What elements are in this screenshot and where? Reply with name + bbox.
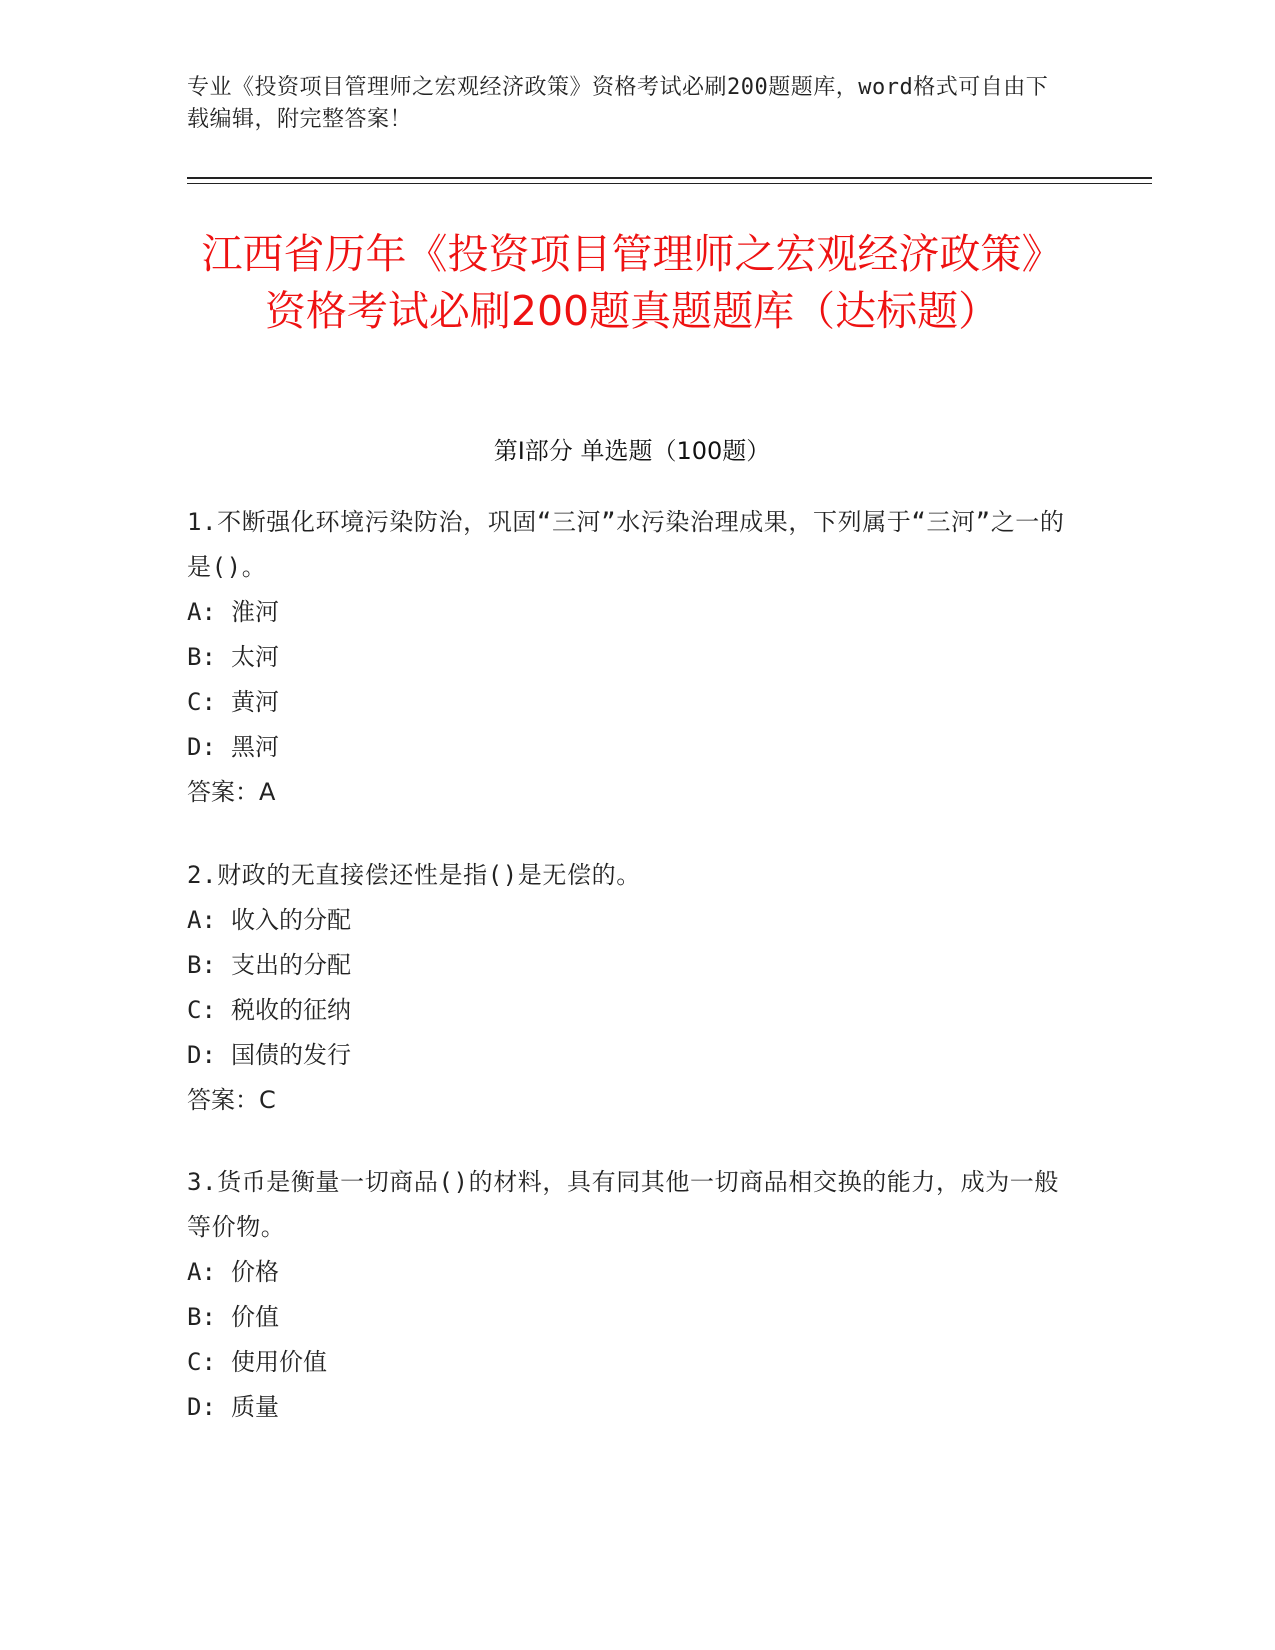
question-stem: 2.财政的无直接偿还性是指()是无偿的。 bbox=[187, 861, 641, 889]
option-text: 税收的征纳 bbox=[231, 996, 351, 1024]
answer-label: 答案： bbox=[187, 778, 259, 806]
answer-label: 答案： bbox=[187, 1086, 259, 1114]
section-heading: 第I部分 单选题（100题） bbox=[493, 437, 771, 465]
option-letter: A: bbox=[187, 598, 216, 626]
option-d bbox=[187, 1385, 1067, 1430]
header-divider-thin bbox=[187, 183, 1152, 184]
option-letter: B: bbox=[187, 951, 216, 979]
option-a bbox=[187, 590, 1067, 635]
header-note: 专业《投资项目管理师之宏观经济政策》资格考试必刷200题题库，word格式可自由下载编辑，附完整答案！ bbox=[187, 75, 1049, 132]
option-letter: A: bbox=[187, 1258, 216, 1286]
question-3 bbox=[187, 1160, 1067, 1430]
question-2 bbox=[187, 853, 1067, 1123]
option-letter: D: bbox=[187, 733, 216, 761]
option-letter: D: bbox=[187, 1041, 216, 1069]
question-stem: 1.不断强化环境污染防治，巩固“三河”水污染治理成果，下列属于“三河”之一的是()。 bbox=[187, 508, 1065, 581]
option-text: 黄河 bbox=[231, 688, 279, 716]
option-a bbox=[187, 1250, 1067, 1295]
option-letter: B: bbox=[187, 1303, 216, 1331]
question-1 bbox=[187, 500, 1067, 815]
option-a bbox=[187, 898, 1067, 943]
option-text: 收入的分配 bbox=[231, 906, 351, 934]
option-letter: A: bbox=[187, 906, 216, 934]
option-text: 淮河 bbox=[231, 598, 279, 626]
header-divider-thick bbox=[187, 177, 1152, 179]
option-b bbox=[187, 1295, 1067, 1340]
option-letter: D: bbox=[187, 1393, 216, 1421]
option-c bbox=[187, 988, 1067, 1033]
answer-line bbox=[187, 1078, 1067, 1123]
option-text: 价格 bbox=[231, 1258, 279, 1286]
option-b bbox=[187, 635, 1067, 680]
option-text: 支出的分配 bbox=[231, 951, 351, 979]
question-stem: 3.货币是衡量一切商品()的材料，具有同其他一切商品相交换的能力，成为一般等价物。 bbox=[187, 1168, 1059, 1241]
option-c bbox=[187, 680, 1067, 725]
option-letter: C: bbox=[187, 1348, 216, 1376]
option-c bbox=[187, 1340, 1067, 1385]
option-letter: C: bbox=[187, 996, 216, 1024]
option-text: 使用价值 bbox=[231, 1348, 327, 1376]
option-b bbox=[187, 943, 1067, 988]
answer-line bbox=[187, 770, 1067, 815]
answer-value: A bbox=[259, 778, 276, 806]
option-letter: C: bbox=[187, 688, 216, 716]
option-text: 国债的发行 bbox=[231, 1041, 351, 1069]
answer-value: C bbox=[259, 1086, 276, 1114]
option-text: 黑河 bbox=[231, 733, 279, 761]
option-letter: B: bbox=[187, 643, 216, 671]
option-text: 价值 bbox=[231, 1303, 279, 1331]
option-d bbox=[187, 725, 1067, 770]
option-text: 质量 bbox=[231, 1393, 279, 1421]
document-title: 江西省历年《投资项目管理师之宏观经济政策》资格考试必刷200题真题题库（达标题） bbox=[201, 230, 1063, 335]
option-text: 太河 bbox=[231, 643, 279, 671]
option-d bbox=[187, 1033, 1067, 1078]
